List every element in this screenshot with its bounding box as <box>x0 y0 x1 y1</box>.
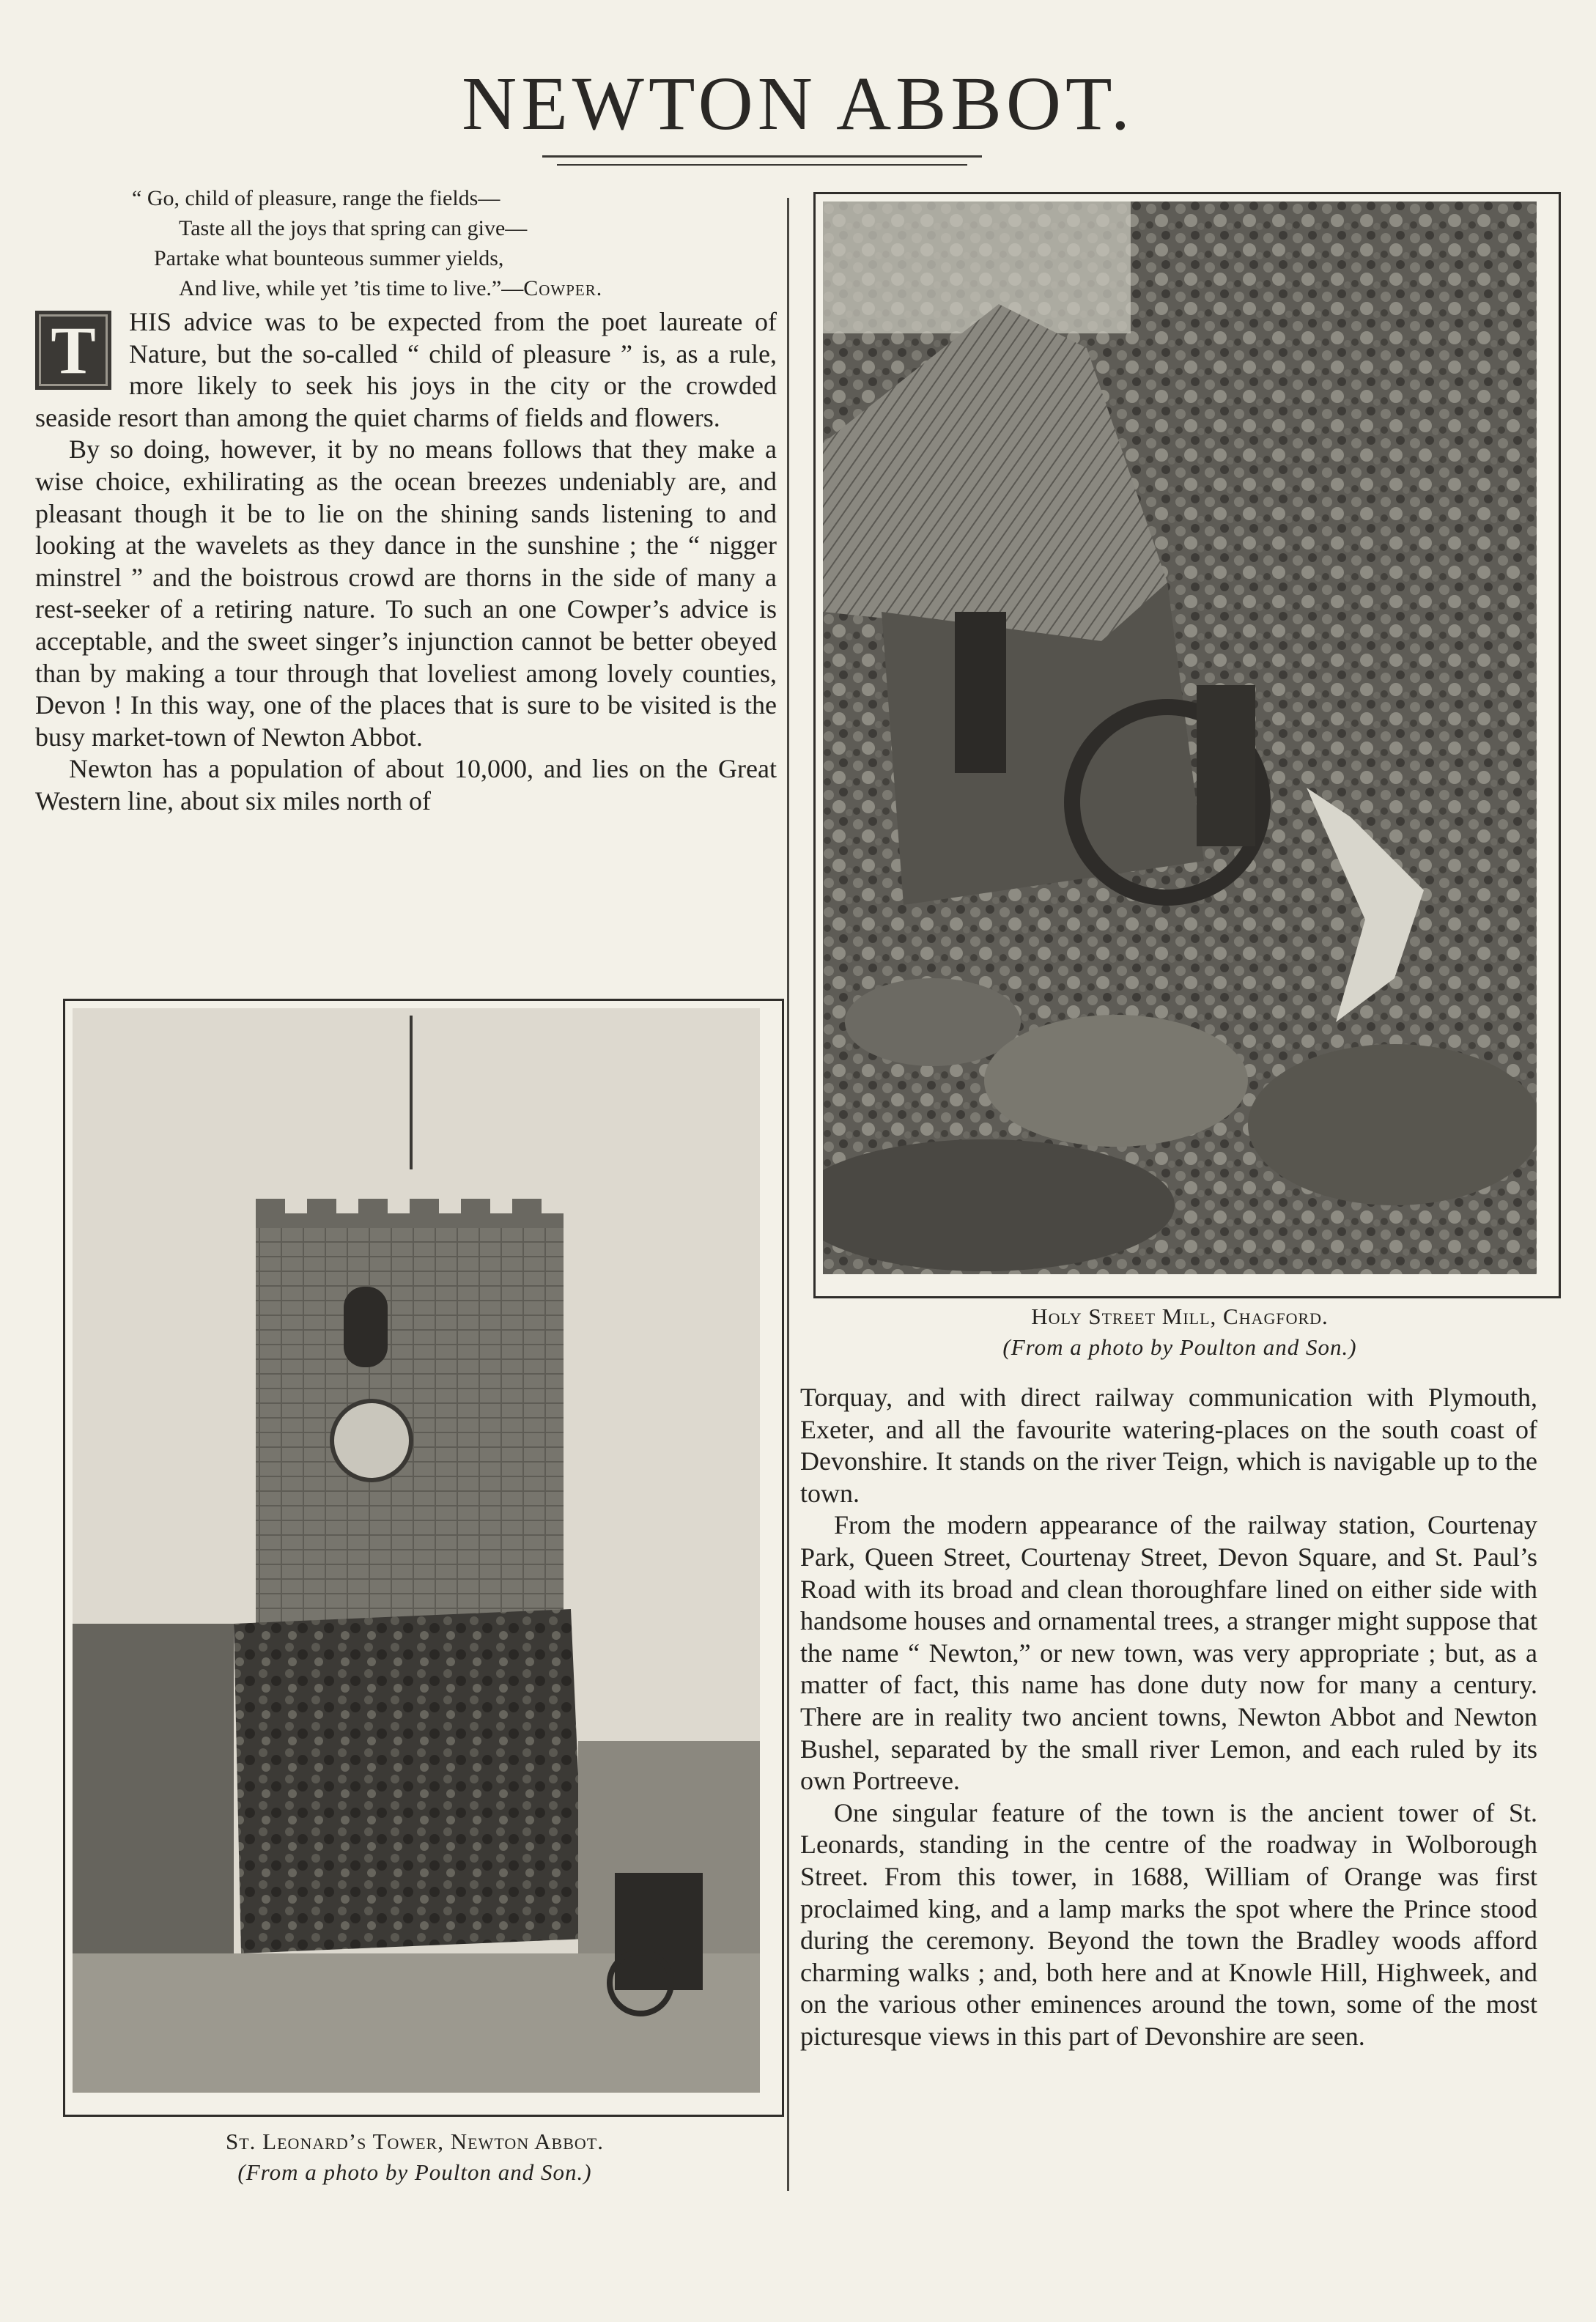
article-paragraph-1-text: HIS advice was to be expected from the poet laureate of Nature, but the so-called “ child of pleasure ” is, as a rule, more likely to seek his joys in the city or the crowded seaside resort than among the quiet charms of fields and flowers. <box>35 307 777 432</box>
mill-photo-sky <box>823 201 1131 333</box>
article-paragraph-3-continued: Torquay, and with direct railway communication with Plymouth, Exeter, and all the favourite watering-places on the south coast of Devonshire. It stands on the river Teign, which is navigable up to the town. <box>800 1383 1537 1508</box>
title-rule-bottom <box>557 164 967 166</box>
tower-photo-illustration <box>73 1008 760 2093</box>
title-rule-top <box>542 155 982 158</box>
photo-st-leonards-tower <box>63 999 784 2117</box>
drop-cap-ornament: T <box>35 311 111 390</box>
epigraph-line-3: Partake what bounteous summer yields, <box>154 246 504 270</box>
caption-tower-title: St. Leonard’s Tower, Newton Abbot. <box>226 2129 604 2154</box>
article-paragraph-1 <box>35 306 777 434</box>
article-paragraph-5: One singular feature of the town is the ancient tower of St. Leonards, standing in the centre of the roadway in Wolborough Street. From this tower, in 1688, William of Orange was first proclaimed king, and a lamp marks the spot where the Prince stood during the ceremony. Beyond the town the Bradley woods afford charming walks ; and, both here and at Knowle Hill, Highweek, and on the various other eminences around the town, some of the most picturesque views in this part of Devonshire are seen. <box>800 1797 1537 2051</box>
mill-rock-2 <box>984 1015 1248 1147</box>
page-title: NEWTON ABBOT. <box>462 62 1134 146</box>
caption-mill-title: Holy Street Mill, Chagford. <box>1031 1304 1329 1329</box>
mill-window <box>955 612 1006 773</box>
caption-tower <box>63 2126 766 2188</box>
article-paragraph-3-start: Newton has a population of about 10,000, and lies on the Great Western line, about six miles north of <box>35 754 777 816</box>
article-column-left <box>35 306 777 818</box>
column-divider <box>787 198 789 2191</box>
photo-holy-street-mill <box>813 192 1561 1298</box>
article-paragraph-4: From the modern appearance of the railway station, Courtenay Park, Queen Street, Courtenay Street, Devon Square, and St. Paul’s Road with its broad and clean thoroughfare lined on either side with handsome houses and ornamental trees, a stranger might suppose that the name “ Newton,” or new town, was very appropriate ; but, as a matter of fact, this name has done duty now for many a century. There are in reality two ancient towns, Newton Abbot and Newton Bushel, separated by the small river Lemon, and each ruled by its own Portreeve. <box>800 1510 1537 1796</box>
mill-rock-3 <box>1248 1044 1537 1205</box>
epigraph-poem <box>132 183 602 303</box>
epigraph-line-2: Taste all the joys that spring can give— <box>179 216 528 240</box>
caption-mill-credit: (From a photo by Poulton and Son.) <box>1002 1334 1357 1360</box>
epigraph-line-1: “ Go, child of pleasure, range the fields— <box>132 186 500 210</box>
article-paragraph-2: By so doing, however, it by no means follows that they make a wise choice, exhilirating as the ocean breezes undeniably are, and pleasant though it be to lie on the shining sands listening to and looking at the wavelets as they dance in the sunshine ; the “ nigger minstrel ” and the boistrous crowd are thorns in the side of many a rest-seeker of a retiring nature. To such an one Cowper’s advice is acceptable, and the sweet singer’s injunction cannot be better obeyed than by making a tour through that loveliest among lovely counties, Devon ! In this way, one of the places that is sure to be visited is the busy market-town of Newton Abbot. <box>35 435 777 752</box>
mill-door <box>1197 685 1255 846</box>
epigraph-line-4-text: And live, while yet ’tis time to live.”— <box>179 276 524 300</box>
article-column-right <box>800 1382 1537 2052</box>
tower-ivy <box>234 1609 585 1953</box>
tower-louvre-window <box>344 1287 388 1367</box>
caption-tower-credit: (From a photo by Poulton and Son.) <box>237 2159 592 2185</box>
tower-clock-face <box>332 1401 411 1480</box>
epigraph-line-4 <box>132 273 602 303</box>
mill-rock-1 <box>845 978 1021 1066</box>
caption-mill <box>813 1301 1546 1363</box>
epigraph-author: Cowper. <box>523 276 603 300</box>
tower-horse-cart <box>615 1873 703 1990</box>
mill-photo-illustration <box>823 201 1537 1274</box>
tower-left-houses <box>73 1624 234 1961</box>
